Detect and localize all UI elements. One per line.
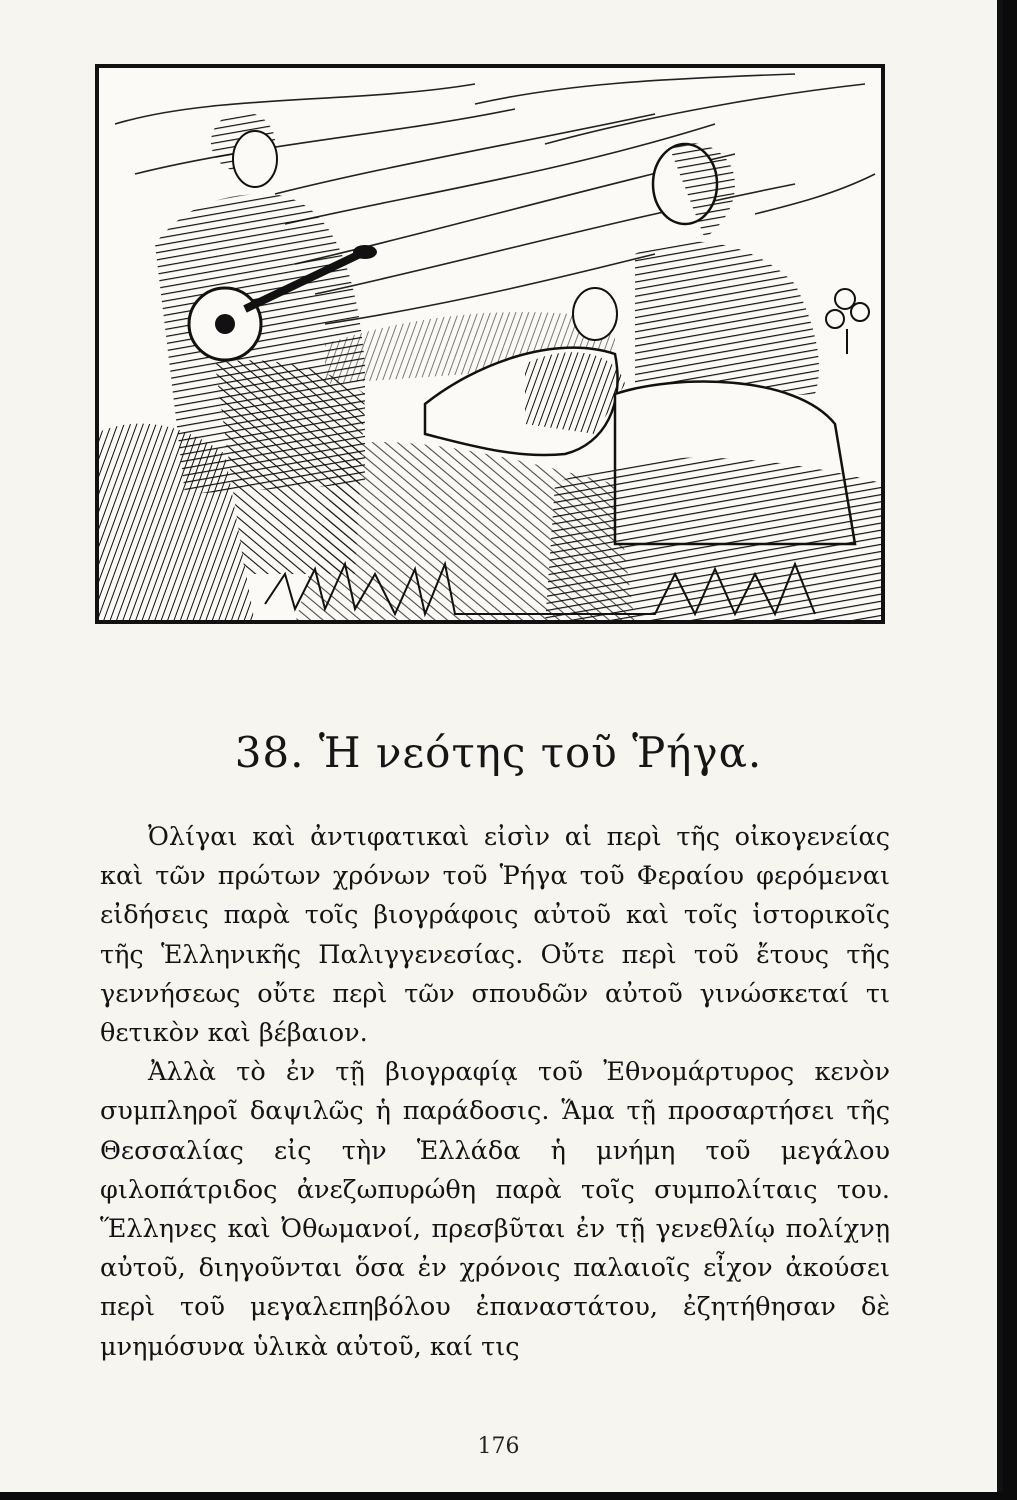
body-text xyxy=(100,818,890,1367)
paragraph: Ὀλίγαι καὶ ἀντιφατικαὶ εἰσὶν αἱ περὶ τῆς οἰκογενείας καὶ τῶν πρώτων χρόνων τοῦ Ῥήγα τοῦ Φεραίου φερόμεναι εἰδήσεις παρὰ τοῖς βιογράφοις αὐτοῦ καὶ τοῖς ἱστορικοῖς τῆς Ἑλληνικῆς Παλιγγενεσίας. Οὔτε περὶ τοῦ ἔτους τῆς γεννήσεως οὔτε περὶ τῶν σπουδῶν αὐτοῦ γινώσκεταί τι θετικὸν καὶ βέβαιον. xyxy=(100,822,890,1049)
chapter-title: 38. Ἡ νεότης τοῦ Ῥήγα. xyxy=(234,728,763,777)
engraving-illustration xyxy=(95,64,885,624)
rocks-right xyxy=(545,458,885,624)
page-number: 176 xyxy=(477,1434,520,1459)
paragraph: Ἀλλὰ τὸ ἐν τῇ βιογραφίᾳ τοῦ Ἐθνομάρτυρος κενὸν συμπληροῖ δαψιλῶς ἡ παράδοσις. Ἅμα τῇ προσαρτήσει τῆς Θεσσαλίας εἰς τὴν Ἑλλάδα ἡ μνήμη τοῦ μεγάλου φιλοπάτριδος ἀνεζωπυρώθη παρὰ τοῖς συμπολίταις του. Ἕλληνες καὶ Ὀθωμανοί, πρεσβῦται ἐν τῇ γενεθλίῳ πολίχνῃ αὐτοῦ, διηγοῦνται ὅσα ἐν χρόνοις παλαιοῖς εἶχον ἀκούσει περὶ τοῦ μεγαλεπηβόλου ἐπαναστάτου, ἐζητήθησαν δὲ μνημόσυνα ὑλικὰ αὐτοῦ, καί τις xyxy=(100,1057,890,1362)
